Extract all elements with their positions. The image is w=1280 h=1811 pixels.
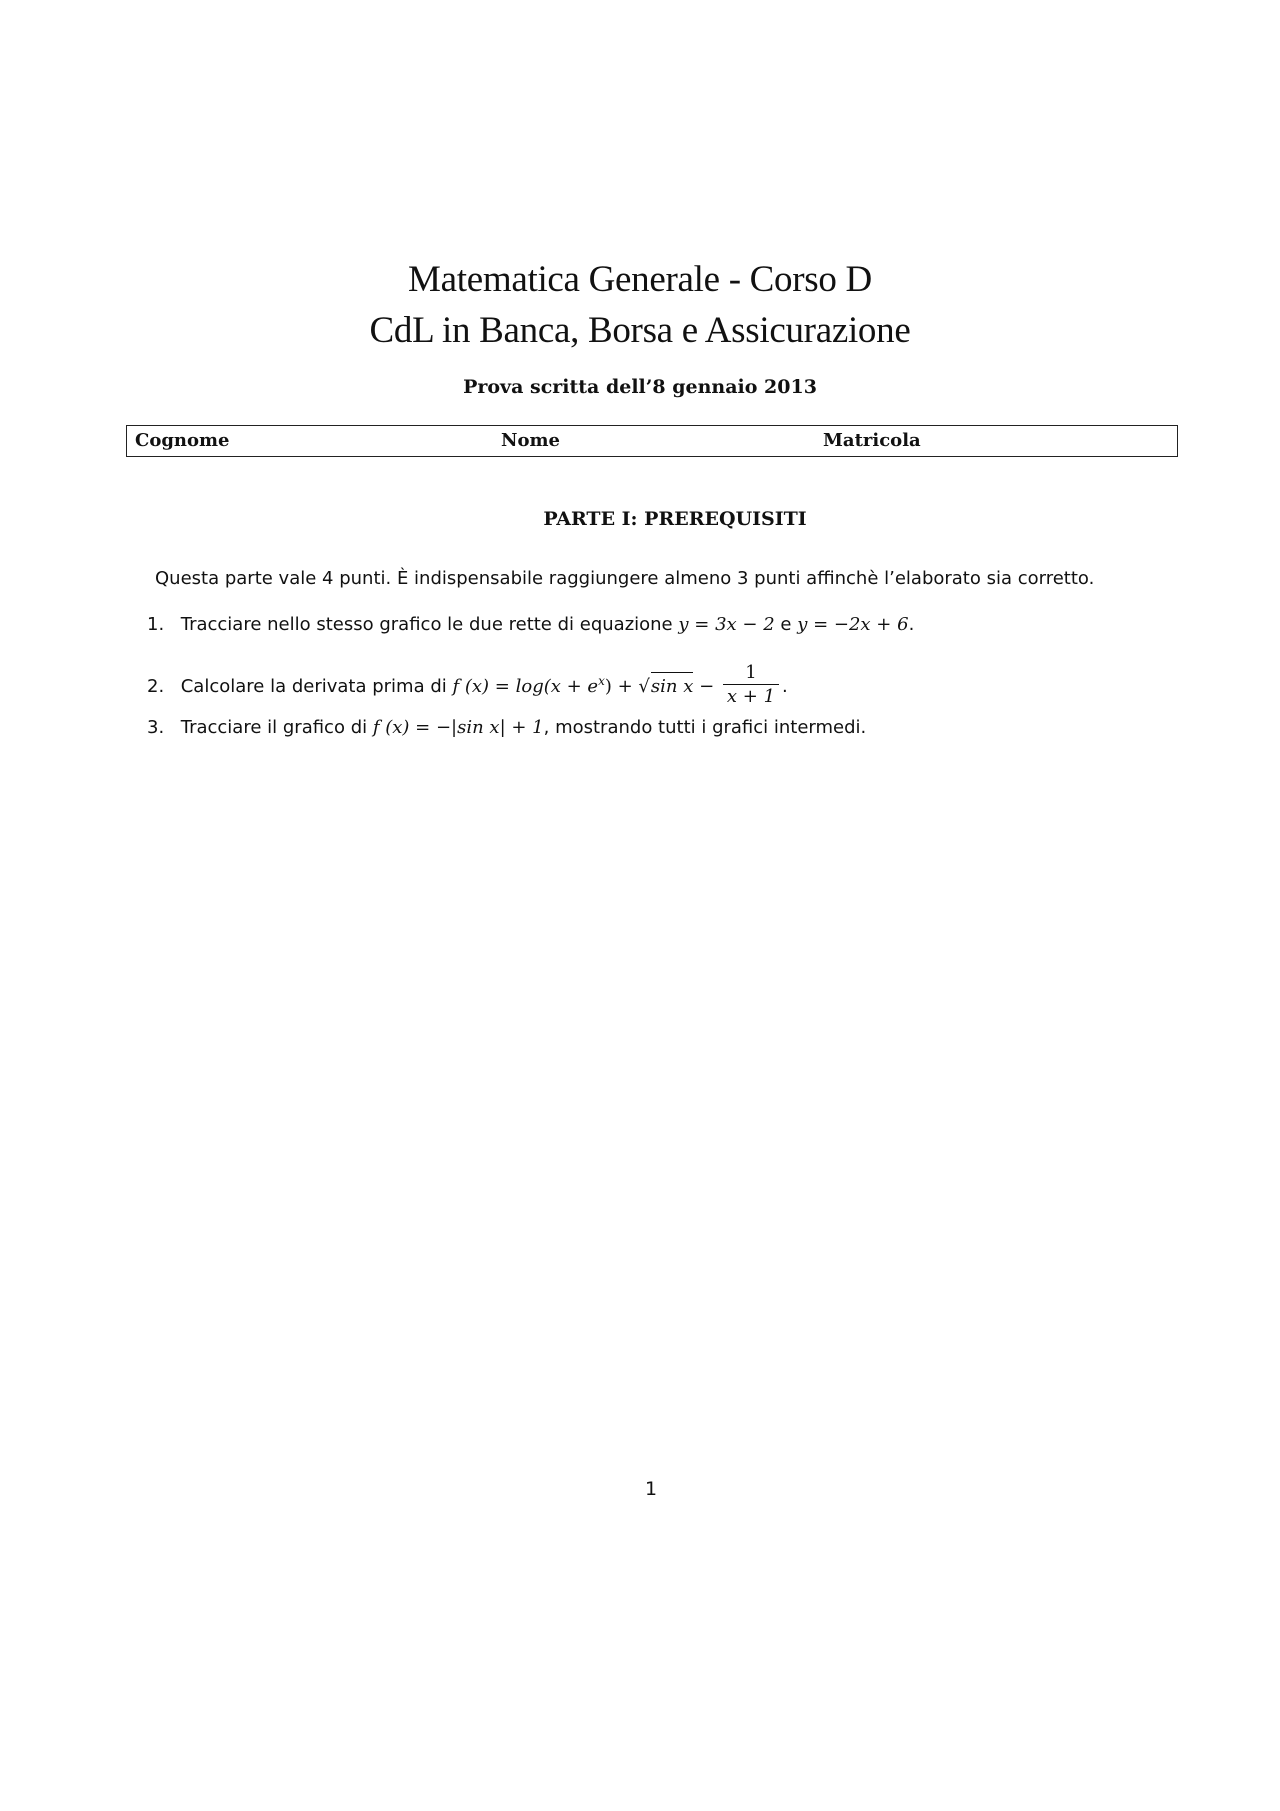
exercise-number: 2.: [147, 676, 165, 697]
function-formula: f (x) = −|sin x| + 1: [372, 717, 544, 738]
surname-field-label: Cognome: [135, 430, 230, 451]
student-number-field-label: Matricola: [823, 430, 921, 451]
section-intro: Questa parte vale 4 punti. È indispensabile raggiungere almeno 3 punti affinchè l’elaborato sia corretto.: [155, 568, 1095, 589]
function-formula: [452, 662, 783, 707]
formula-exponent: x: [598, 674, 605, 688]
exercise-text: Tracciare il grafico di: [180, 717, 368, 738]
fraction-numerator: 1: [745, 662, 757, 683]
formula-middle: ) +: [604, 676, 639, 697]
exercise-item-3: [147, 715, 866, 741]
fraction: [723, 662, 779, 708]
section-heading: PARTE I: PREREQUISITI: [543, 508, 807, 530]
fraction-denominator: x + 1: [723, 684, 779, 708]
equation-line-b: y = −2x + 6: [797, 614, 909, 635]
exam-date-subtitle: Prova scritta dell’8 gennaio 2013: [463, 376, 817, 398]
exercise-end: .: [908, 614, 915, 635]
connector-text: e: [780, 614, 792, 635]
degree-course-title: CdL in Banca, Borsa e Assicurazione: [369, 310, 911, 351]
page-number: 1: [644, 1478, 658, 1500]
student-id-box[interactable]: [126, 425, 1178, 457]
sqrt-icon: √: [638, 676, 650, 697]
formula-minus: −: [693, 676, 720, 697]
exercise-number: 3.: [147, 717, 165, 738]
exercise-end: , mostrando tutti i grafici intermedi.: [543, 717, 867, 738]
formula-lhs: f (x) = log(x + e: [452, 676, 599, 697]
exercise-text: Calcolare la derivata prima di: [180, 676, 447, 697]
exercise-end: .: [782, 676, 788, 697]
sqrt-argument: sin x: [651, 672, 693, 700]
equation-line-a: y = 3x − 2: [678, 614, 775, 635]
exercise-number: 1.: [147, 614, 165, 635]
name-field-label: Nome: [501, 430, 560, 451]
exam-title: Matematica Generale - Corso D: [408, 259, 872, 300]
exercise-item-1: [147, 612, 914, 638]
exercise-item-2: [147, 664, 788, 710]
exercise-text: Tracciare nello stesso grafico le due rette di equazione: [180, 614, 673, 635]
